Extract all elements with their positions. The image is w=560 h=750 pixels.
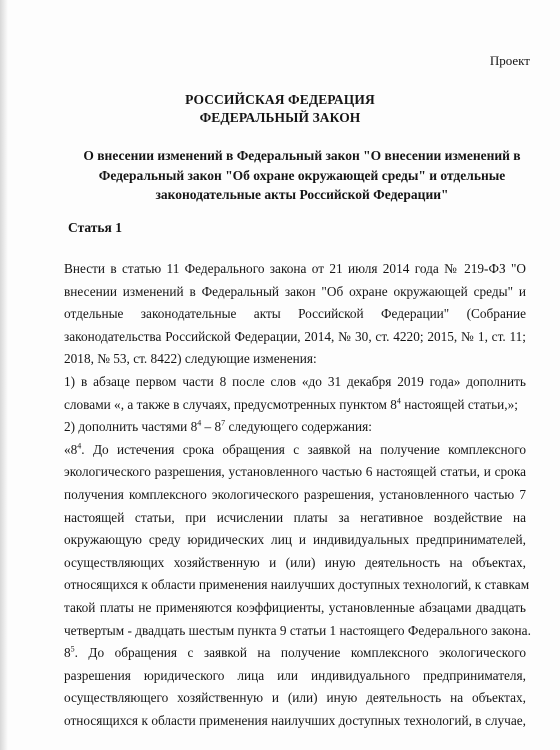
text-fragment: словами «, а также в случаях, предусмотренных пунктом 8 [64,396,397,412]
text-line: 2018, № 53, ст. 8422) следующие изменения: [64,351,317,367]
text-line: настоящей статьи, при исчислении платы за негативное воздействие на [64,509,526,525]
text-fragment: – 8 [201,419,222,435]
text-line: получения комплексного экологического разрешения, установленного частью 7 [64,486,526,502]
part-8-4 [64,439,531,642]
text-fragment: настоящей статьи,»; [400,396,518,412]
text-line: внесении изменений в Федеральный закон "Об охране окружающей среды" и [64,283,526,299]
superscript: 7 [221,418,226,428]
country-heading: РОССИЙСКАЯ ФЕДЕРАЦИЯ [185,92,375,107]
subject-line: Федеральный закон "Об охране окружающей среды" и отдельные [98,167,506,183]
text-line: осуществляющих хозяйственную и (или) иную деятельность на объектах, [64,554,526,570]
superscript: 4 [396,396,401,406]
item-1 [64,371,526,416]
text-line [64,394,526,417]
text-line [64,642,526,665]
part-8-5 [64,642,526,732]
text-line: относящихся к области применения наилучших доступных технологий, к ставкам [64,577,530,593]
text-line: отдельные законодательные акты Российской Федерации" (Собрание [64,306,526,322]
law-subject-title [78,146,526,205]
item-2 [64,416,526,439]
text-fragment: . До истечения срока обращения с заявкой на получение комплексного [81,441,526,457]
superscript: 4 [197,418,202,428]
superscript: 4 [77,441,82,451]
subject-line: О внесении изменений в Федеральный закон "О внесении изменений в [83,148,521,163]
project-label: Проект [489,53,530,68]
text-line [64,416,526,439]
text-line [64,439,526,462]
text-line: относящихся к области применения наилучших доступных технологий, в случае, [64,712,526,728]
text-line: четвертым - двадцать шестым пункта 9 статьи 1 настоящего Федерального закона. [64,622,531,638]
subject-line: законодательные акты Российской Федерации" [155,187,449,202]
text-fragment: . До обращения с заявкой на получение комплексного экологического [74,645,526,661]
text-line: 1) в абзаце первом части 8 после слов «до 31 декабря 2019 года» дополнить [64,373,526,389]
text-line: осуществляющего хозяйственную и (или) иную деятельность на объектах, [64,690,526,706]
text-line: Внести в статью 11 Федерального закона от 21 июля 2014 года № 219-ФЗ "О [64,261,526,276]
text-line: законодательства Российской Федерации, 2014, № 30, ст. 4220; 2015, № 1, ст. 11; [64,328,526,344]
text-fragment: 2) дополнить частями 8 [64,419,198,435]
text-line: разрешения юридического лица или индивидуального предпринимателя, [64,667,526,683]
article-title: Статья 1 [68,220,122,235]
text-fragment: следующего содержания: [225,419,372,435]
superscript: 5 [70,644,75,654]
text-fragment: 8 [64,645,71,661]
article-body [64,258,531,732]
text-line: экологического разрешения, установленного частью 6 настоящей статьи, и срока [64,464,526,480]
act-type-heading: ФЕДЕРАЛЬНЫЙ ЗАКОН [199,110,361,125]
text-line: окружающую среду юридических лиц и индивидуальных предпринимателей, [64,532,526,548]
text-line: такой платы не применяются коэффициенты, установленные абзацами двадцать [64,599,526,615]
paragraph-intro [64,258,526,371]
text-fragment: «8 [64,441,78,457]
